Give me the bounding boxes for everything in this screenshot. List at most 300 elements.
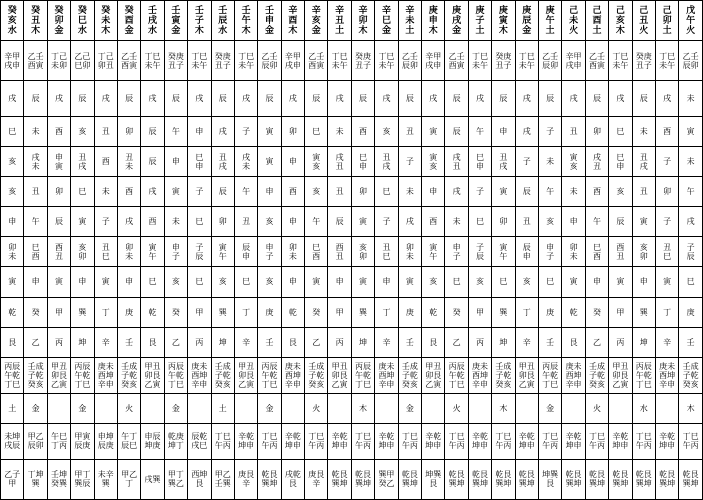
table-cell <box>515 423 538 459</box>
table-cell <box>234 267 257 297</box>
table-cell <box>117 207 140 237</box>
cell-text: 巳 <box>195 277 204 287</box>
table-cell <box>1 147 24 177</box>
table-cell <box>188 207 211 237</box>
table-cell <box>632 81 655 117</box>
table-cell <box>445 117 468 147</box>
cell-text: 巳 申 <box>476 152 484 171</box>
cell-text: 火 <box>125 403 134 413</box>
cell-text: 寅 <box>663 277 672 287</box>
table-cell <box>47 147 70 177</box>
table-row <box>1 393 703 423</box>
table-cell <box>538 237 561 267</box>
cell-text: 寅 <box>429 127 438 137</box>
cell-text: 未 <box>101 187 110 197</box>
cell-text: 丁巳 未午 <box>659 51 676 70</box>
table-cell <box>24 117 47 147</box>
table-cell <box>515 267 538 297</box>
cell-text: 辛乾 坤申 <box>331 432 348 451</box>
cell-text: 壬成 子乾 癸亥 <box>121 361 138 389</box>
cell-text: 巳 <box>242 277 251 287</box>
cell-text: 丑 <box>31 187 40 197</box>
table-cell <box>585 327 608 357</box>
cell-text: 丑 戌 <box>499 152 508 171</box>
table-cell <box>375 267 398 297</box>
cell-text: 甲寅 辰庚 <box>74 432 91 451</box>
cell-text: 辰 <box>616 217 625 227</box>
cell-text: 乾艮 巽坤 <box>261 470 278 489</box>
cell-text: 子 <box>663 157 672 167</box>
cell-text: 丁巳 午丙 <box>355 432 372 451</box>
table-cell <box>211 41 234 81</box>
table-cell <box>515 81 538 117</box>
cell-text: 丙 <box>616 337 625 347</box>
cell-text: 申辰 坤庚 <box>144 432 161 451</box>
table-cell <box>281 267 304 297</box>
cell-text: 亥 <box>522 277 531 287</box>
table-cell <box>538 81 561 117</box>
cell-text: 庚未 酉坤 辛申 <box>97 361 114 389</box>
cell-text: 丙 <box>54 337 63 347</box>
table-cell <box>632 459 655 499</box>
table-cell <box>468 267 491 297</box>
table-cell <box>94 41 117 81</box>
cell-text: 酉 丑 <box>616 242 625 261</box>
header-cell <box>188 1 211 41</box>
table-cell <box>492 207 515 237</box>
cell-text: 甲乙 壬巽 <box>214 470 231 489</box>
table-cell <box>422 297 445 327</box>
table-row <box>1 117 703 147</box>
table-cell <box>632 423 655 459</box>
table-cell <box>71 41 94 81</box>
header-cell <box>585 1 608 41</box>
cell-text: 卯 <box>663 187 672 197</box>
table-cell <box>305 81 328 117</box>
header-cell <box>655 1 678 41</box>
table-cell <box>305 459 328 499</box>
table-cell <box>445 147 468 177</box>
cell-text: 寅 <box>499 187 508 197</box>
cell-text: 丑 <box>569 127 578 137</box>
table-cell <box>281 423 304 459</box>
cell-text: 火 <box>592 403 601 413</box>
cell-text: 乾艮 巽坤 <box>472 470 488 489</box>
table-cell <box>375 207 398 237</box>
table-cell <box>609 177 632 207</box>
cell-text: 寅 <box>101 277 110 287</box>
cell-text: 戌 <box>405 217 414 227</box>
table-cell <box>117 81 140 117</box>
cell-text: 甲丁 巽乙 <box>167 470 184 489</box>
table-cell <box>234 81 257 117</box>
table-cell <box>468 327 491 357</box>
cell-text: 戌 <box>686 217 695 227</box>
cell-text: 亥 <box>8 187 17 197</box>
cell-text: 西坤 艮 <box>191 470 208 489</box>
cell-text: 子 <box>546 127 555 137</box>
header-label: 癸 巳 水 <box>77 5 87 36</box>
table-cell <box>632 147 655 177</box>
cell-text: 火 <box>312 403 321 413</box>
header-label: 癸 丑 木 <box>31 5 41 36</box>
cell-text: 乾 <box>148 307 157 317</box>
cell-text: 癸庚 丑子 <box>495 51 512 70</box>
table-cell <box>492 327 515 357</box>
table-cell <box>1 207 24 237</box>
table-cell <box>47 117 70 147</box>
table-cell <box>609 357 632 393</box>
table-cell <box>24 423 47 459</box>
table-cell <box>538 267 561 297</box>
cell-text: 戌 <box>148 94 157 104</box>
cell-text: 庚 <box>405 307 414 317</box>
header-label: 壬 子 木 <box>194 5 204 36</box>
table-cell <box>117 177 140 207</box>
header-label: 庚 申 木 <box>428 5 438 36</box>
cell-text: 酉 <box>148 217 157 227</box>
table-cell <box>375 393 398 423</box>
cell-text: 辰 <box>452 127 461 137</box>
table-cell <box>47 393 70 423</box>
cell-text: 申 <box>382 277 391 287</box>
table-cell <box>492 267 515 297</box>
header-label: 癸 酉 金 <box>124 5 134 36</box>
table-cell <box>234 177 257 207</box>
cell-text: 辛乾 坤申 <box>472 432 488 451</box>
table-cell <box>258 117 281 147</box>
cell-text: 癸 <box>312 307 321 317</box>
header-label: 辛 卯 木 <box>358 5 368 36</box>
cell-text: 申 <box>639 277 648 287</box>
table-cell <box>258 423 281 459</box>
cell-text: 寅 <box>78 217 87 227</box>
cell-text: 乙己 巳卯 <box>74 51 91 70</box>
table-cell <box>679 393 703 423</box>
cell-text: 乾艮 巽坤 <box>401 470 418 489</box>
table-row <box>1 297 703 327</box>
cell-text: 戌乾 艮 <box>284 470 301 489</box>
table-cell <box>211 267 234 297</box>
cell-text: 金 <box>546 403 555 413</box>
table-cell <box>258 41 281 81</box>
cell-text: 辛 <box>101 337 110 347</box>
cell-text: 申 子 <box>452 242 461 261</box>
cell-text: 丁巳 午丙 <box>682 432 699 451</box>
cell-text: 戌 <box>218 127 227 137</box>
header-cell <box>164 1 187 41</box>
cell-text: 寅 <box>359 217 368 227</box>
table-cell <box>398 393 421 423</box>
cell-text: 庚未 酉坤 辛申 <box>659 361 676 389</box>
table-cell <box>655 237 678 267</box>
cell-text: 巳 申 <box>616 152 625 171</box>
table-row <box>1 147 703 177</box>
header-label: 辛 丑 土 <box>335 5 345 36</box>
table-cell <box>632 327 655 357</box>
table-cell <box>445 423 468 459</box>
table-cell <box>188 177 211 207</box>
table-cell <box>24 177 47 207</box>
table-cell <box>585 267 608 297</box>
cell-text: 子 <box>242 127 251 137</box>
table-cell <box>375 459 398 499</box>
table-cell <box>328 177 351 207</box>
header-label: 辛 未 土 <box>405 5 415 36</box>
table-cell <box>71 267 94 297</box>
cell-text: 壬坤 癸巽 <box>50 470 67 489</box>
cell-text: 辛 <box>663 337 672 347</box>
cell-text: 辰 <box>54 217 63 227</box>
table-cell <box>422 81 445 117</box>
cell-text: 丁巳 午丙 <box>635 432 652 451</box>
cell-text: 乙 <box>592 337 601 347</box>
cell-text: 丁巳 未午 <box>472 51 488 70</box>
cell-text: 戌 <box>663 94 672 104</box>
table-cell <box>679 459 703 499</box>
table-cell <box>164 81 187 117</box>
table-cell <box>164 459 187 499</box>
cell-text: 土 <box>8 403 17 413</box>
table-cell <box>515 393 538 423</box>
table-cell <box>585 357 608 393</box>
table-cell <box>422 177 445 207</box>
table-cell <box>445 177 468 207</box>
table-cell <box>351 117 374 147</box>
table-cell <box>328 207 351 237</box>
table-cell <box>141 393 164 423</box>
table-cell <box>538 423 561 459</box>
table-cell <box>585 393 608 423</box>
table-cell <box>188 41 211 81</box>
table-cell <box>492 459 515 499</box>
cell-text: 辛甲 戌申 <box>565 51 582 70</box>
table-cell <box>141 327 164 357</box>
table-cell <box>585 177 608 207</box>
table-cell <box>164 117 187 147</box>
table-cell <box>234 357 257 393</box>
cell-text: 坤巽 艮 <box>542 470 559 489</box>
cell-text: 巳 <box>195 217 204 227</box>
table-cell <box>24 207 47 237</box>
table-cell <box>562 327 585 357</box>
table-cell <box>562 147 585 177</box>
table-cell <box>117 393 140 423</box>
cell-text: 亥 <box>546 217 555 227</box>
cell-text: 卯 <box>592 127 601 137</box>
header-label: 己 丑 火 <box>639 5 649 36</box>
cell-text: 卯 未 <box>569 242 578 261</box>
header-label: 辛 酉 木 <box>288 5 298 36</box>
table-cell <box>1 459 24 499</box>
cell-text: 酉 <box>359 127 368 137</box>
table-cell <box>398 81 421 117</box>
table-cell <box>538 357 561 393</box>
table-cell <box>422 393 445 423</box>
cell-text: 丁 <box>663 307 672 317</box>
cell-text: 庚未 酉坤 辛申 <box>472 361 488 389</box>
table-cell <box>515 177 538 207</box>
table-cell <box>188 297 211 327</box>
cell-text: 辰 <box>546 94 555 104</box>
table-cell <box>585 117 608 147</box>
table-cell <box>328 459 351 499</box>
cell-text: 戌 <box>101 94 110 104</box>
cell-text: 子 <box>195 187 204 197</box>
cell-text: 巽甲 癸乙 <box>378 470 395 489</box>
table-cell <box>188 327 211 357</box>
table-cell <box>24 81 47 117</box>
table-cell <box>71 147 94 177</box>
cell-text: 午 <box>242 187 251 197</box>
table-cell <box>655 393 678 423</box>
cell-text: 丁巳 午丙 <box>588 432 605 451</box>
table-row <box>1 81 703 117</box>
table-cell <box>234 237 257 267</box>
cell-text: 乾艮 巽坤 <box>565 470 582 489</box>
table-cell <box>258 357 281 393</box>
cell-text: 辛乾 坤申 <box>284 432 301 451</box>
cell-text: 金 <box>171 403 180 413</box>
cell-text: 甲丑 卯艮 乙寅 <box>144 361 161 389</box>
table-row <box>1 327 703 357</box>
table-cell <box>24 357 47 393</box>
cell-text: 壬成 子乾 癸亥 <box>308 361 325 389</box>
cell-text: 庚未 酉坤 辛申 <box>284 361 301 389</box>
table-row <box>1 237 703 267</box>
cell-text: 乙壬 辰卯 <box>542 51 559 70</box>
table-cell <box>188 393 211 423</box>
table-cell <box>117 327 140 357</box>
table-cell <box>562 117 585 147</box>
cell-text: 未 <box>546 157 555 167</box>
cell-text: 辰 <box>125 94 134 104</box>
cell-text: 亥 <box>78 127 87 137</box>
table-cell <box>305 297 328 327</box>
table-cell <box>94 267 117 297</box>
table-cell <box>562 81 585 117</box>
header-label: 庚 辰 金 <box>522 5 532 36</box>
table-cell <box>141 237 164 267</box>
table-cell <box>258 393 281 423</box>
cell-text: 寅 <box>616 277 625 287</box>
table-cell <box>47 237 70 267</box>
table-cell <box>211 147 234 177</box>
table-cell <box>398 207 421 237</box>
cell-text: 酉 丑 <box>54 242 63 261</box>
cell-text: 巳 <box>8 127 17 137</box>
table-row <box>1 423 703 459</box>
cell-text: 辰 <box>405 94 414 104</box>
table-cell <box>538 41 561 81</box>
table-cell <box>234 393 257 423</box>
table-cell <box>305 41 328 81</box>
cell-text: 寅 <box>265 127 274 137</box>
cell-text: 巳 <box>499 277 508 287</box>
header-label: 己 亥 木 <box>615 5 625 36</box>
cell-text: 申 <box>592 277 601 287</box>
table-cell <box>445 41 468 81</box>
table-cell <box>538 297 561 327</box>
table-cell <box>117 459 140 499</box>
cell-text: 丁巳 未午 <box>612 51 629 70</box>
cell-text: 木 <box>359 403 368 413</box>
header-cell <box>679 1 703 41</box>
table-cell <box>655 41 678 81</box>
cell-text: 巳 <box>546 277 555 287</box>
cell-text: 丙 <box>476 337 484 347</box>
cell-text: 午 <box>171 127 180 137</box>
table-cell <box>1 357 24 393</box>
cell-text: 辰 <box>218 94 227 104</box>
cell-text: 戌 <box>8 94 17 104</box>
table-cell <box>445 297 468 327</box>
table-cell <box>468 147 491 177</box>
table-cell <box>94 81 117 117</box>
table-cell <box>94 207 117 237</box>
cell-text: 甲 <box>54 307 63 317</box>
table-cell <box>234 207 257 237</box>
header-label: 辛 亥 金 <box>311 5 321 36</box>
table-cell <box>538 327 561 357</box>
cell-text: 戌 <box>125 217 134 227</box>
cell-text: 乙壬 酉寅 <box>121 51 138 70</box>
cell-text: 壬成 子乾 癸亥 <box>214 361 231 389</box>
table-cell <box>515 327 538 357</box>
cell-text: 丑 <box>639 187 648 197</box>
table-cell <box>422 117 445 147</box>
cell-text: 申 <box>429 187 438 197</box>
table-cell <box>655 147 678 177</box>
cell-text: 丁巳 午丙 <box>308 432 325 451</box>
table-row <box>1 41 703 81</box>
cell-text: 庚 <box>265 307 274 317</box>
table-cell <box>609 207 632 237</box>
header-cell <box>211 1 234 41</box>
cell-text: 戌 丑 <box>452 152 461 171</box>
cell-text: 寅 午 <box>429 242 438 261</box>
table-cell <box>24 393 47 423</box>
cell-text: 未 <box>639 127 648 137</box>
table-cell <box>609 237 632 267</box>
cell-text: 乙壬 辰卯 <box>682 51 699 70</box>
cell-text: 申 <box>8 217 17 227</box>
cell-text: 巽 <box>218 307 227 317</box>
cell-text: 戌 <box>148 187 157 197</box>
cell-text: 艮 <box>148 337 157 347</box>
cell-text: 乙壬 辰卯 <box>401 51 418 70</box>
table-cell <box>94 459 117 499</box>
cell-text: 庚 <box>546 307 555 317</box>
cell-text: 木 <box>499 403 508 413</box>
cell-text: 辰 <box>31 94 40 104</box>
header-cell <box>468 1 491 41</box>
cell-text: 乾 <box>8 307 17 317</box>
table-cell <box>468 297 491 327</box>
cell-text: 壬 <box>125 337 134 347</box>
table-cell <box>515 459 538 499</box>
table-cell <box>47 423 70 459</box>
cell-text: 寅 午 <box>218 242 227 261</box>
table-row <box>1 207 703 237</box>
table-cell <box>47 327 70 357</box>
table-cell <box>281 207 304 237</box>
table-cell <box>562 177 585 207</box>
cell-text: 寅 <box>405 277 414 287</box>
cell-text: 未坤 戌辰 <box>4 432 21 451</box>
table-cell <box>351 459 374 499</box>
table-cell <box>562 237 585 267</box>
